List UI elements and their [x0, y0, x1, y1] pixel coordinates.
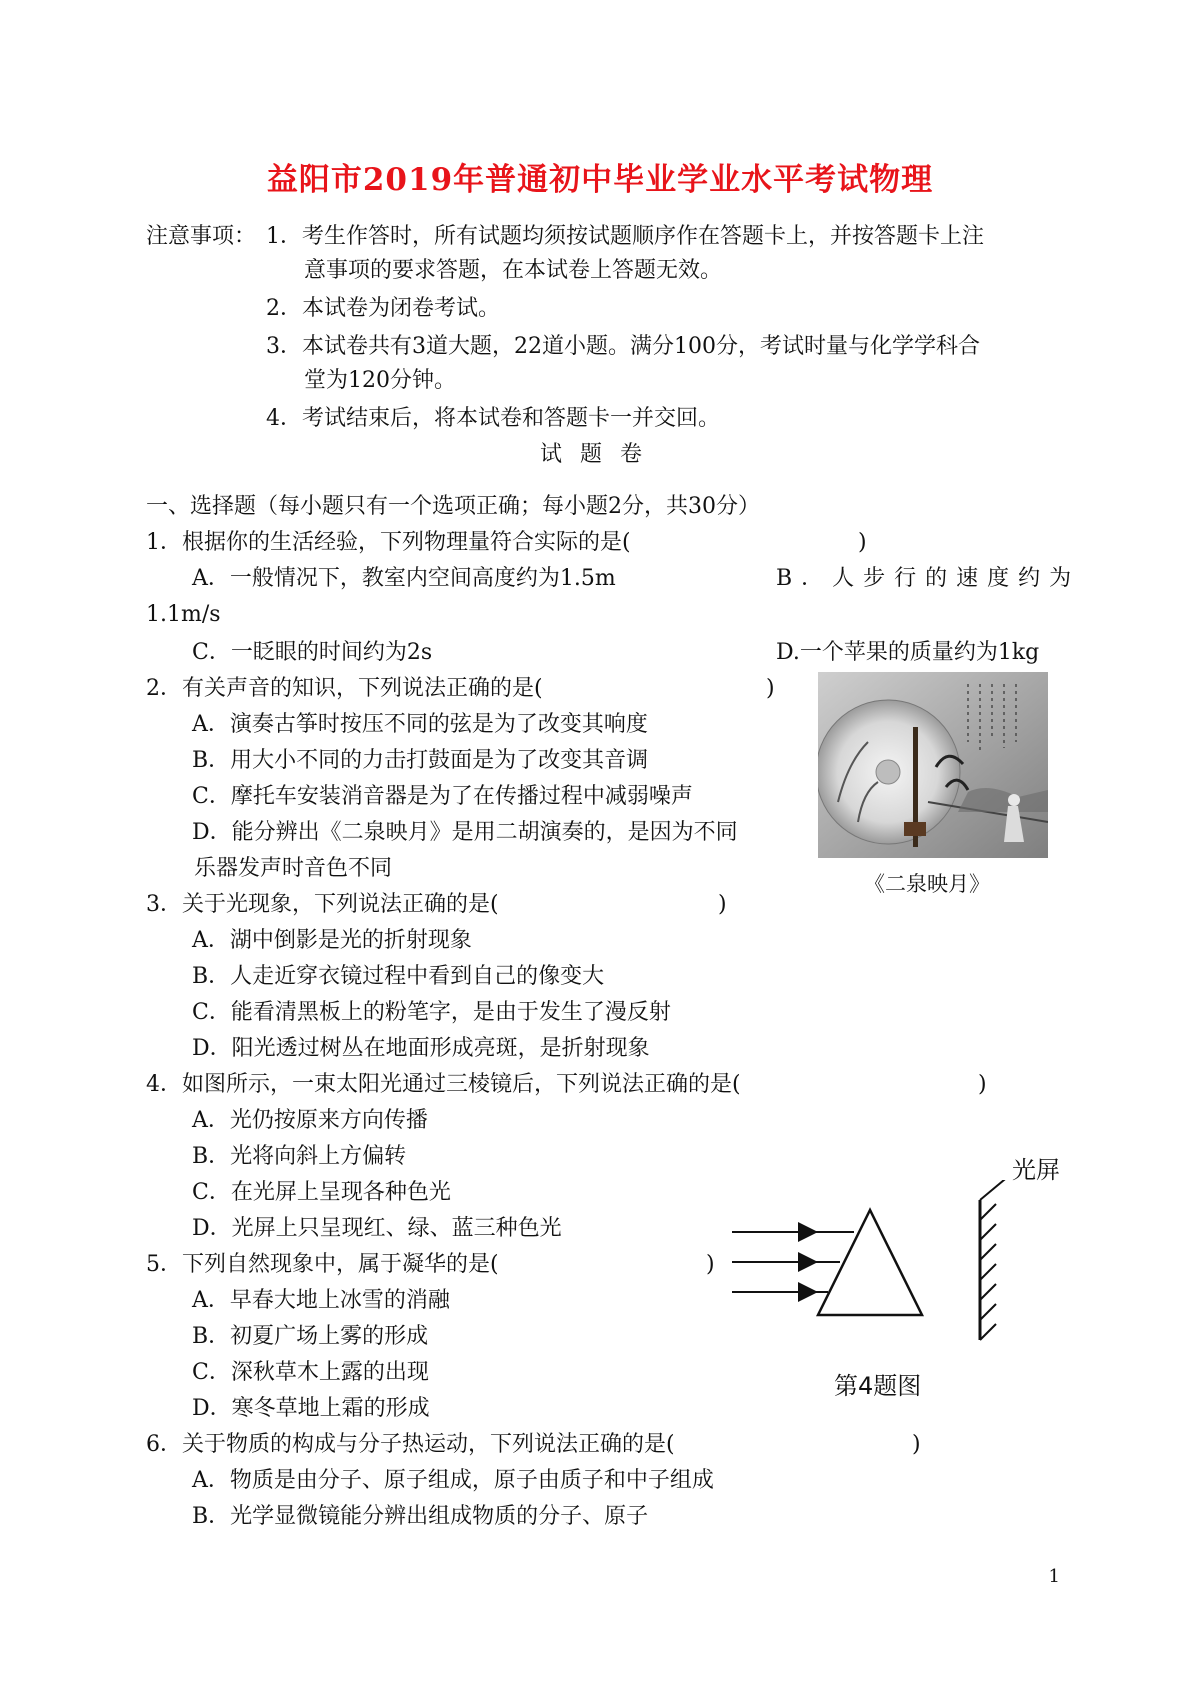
question-5-option-a: A．早春大地上冰雪的消融 — [192, 1288, 450, 1313]
note-4: 4．考试结束后，将本试卷和答题卡一并交回。 — [266, 406, 720, 431]
question-6-option-a: A．物质是由分子、原子组成，原子由质子和中子组成 — [192, 1468, 714, 1493]
question-2-option-d-line-1: D．能分辨出《二泉映月》是用二胡演奏的，是因为不同 — [192, 820, 738, 845]
question-2-option-d-line-2: 乐器发声时音色不同 — [194, 856, 393, 881]
question-1-paren: ) — [858, 530, 867, 555]
question-3-option-d: D．阳光透过树丛在地面形成亮斑，是折射现象 — [192, 1036, 650, 1061]
question-6-stem: 6．关于物质的构成与分子热运动，下列说法正确的是( — [146, 1432, 675, 1457]
question-1-option-d: D.一个苹果的质量约为1kg — [776, 640, 1040, 665]
note-3-line-1: 3．本试卷共有3道大题，22道小题。满分100分，考试时量与化学学科合 — [266, 334, 980, 359]
question-1-option-c: C．一眨眼的时间约为2s — [192, 640, 433, 665]
note-2: 2．本试卷为闭卷考试。 — [266, 296, 500, 321]
question-2-option-b: B．用大小不同的力击打鼓面是为了改变其音调 — [192, 748, 649, 773]
paper-heading: 试题卷 — [539, 442, 660, 467]
question-2-option-a: A．演奏古筝时按压不同的弦是为了改变其响度 — [192, 712, 648, 737]
note-1-line-2: 意事项的要求答题，在本试卷上答题无效。 — [304, 258, 723, 283]
question-5-stem: 5．下列自然现象中，属于凝华的是( — [146, 1252, 499, 1277]
question-1-option-b: B．人步行的速度约为 — [776, 566, 1081, 591]
question-3-paren: ) — [718, 892, 727, 917]
erquan-yingyue-image — [818, 672, 1048, 858]
question-4-paren: ) — [978, 1072, 987, 1097]
erquan-yingyue-caption: 《二泉映月》 — [864, 872, 990, 896]
question-1-option-b-tail: 1.1m/s — [146, 602, 221, 627]
question-5-option-c: C．深秋草木上露的出现 — [192, 1360, 429, 1385]
question-1-stem: 1．根据你的生活经验，下列物理量符合实际的是( — [146, 530, 631, 555]
page-number: 1 — [1048, 1566, 1060, 1587]
notes-label: 注意事项： — [146, 224, 257, 249]
question-3-option-c: C．能看清黑板上的粉笔字，是由于发生了漫反射 — [192, 1000, 671, 1025]
question-3-option-b: B．人走近穿衣镜过程中看到自己的像变大 — [192, 964, 605, 989]
prism-diagram — [730, 1180, 1070, 1350]
note-1-line-1: 1．考生作答时，所有试题均须按试题顺序作在答题卡上，并按答题卡上注 — [266, 224, 984, 249]
exam-title: 益阳市2019年普通初中毕业学业水平考试物理 — [266, 162, 934, 198]
note-3-line-2: 堂为120分钟。 — [304, 368, 456, 393]
question-4-option-b: B．光将向斜上方偏转 — [192, 1144, 407, 1169]
screen-label: 光屏 — [1012, 1156, 1060, 1184]
section-heading: 一、选择题（每小题只有一个选项正确；每小题2分，共30分） — [146, 494, 760, 519]
question-2-stem: 2．有关声音的知识，下列说法正确的是( — [146, 676, 543, 701]
question-1-option-a: A．一般情况下，教室内空间高度约为1.5m — [192, 566, 616, 591]
question-4-option-a: A．光仍按原来方向传播 — [192, 1108, 428, 1133]
question-6-paren: ) — [912, 1432, 921, 1457]
question-5-paren: ) — [706, 1252, 715, 1277]
question-5-option-b: B．初夏广场上雾的形成 — [192, 1324, 429, 1349]
question-6-option-b: B．光学显微镜能分辨出组成物质的分子、原子 — [192, 1504, 649, 1529]
question-5-option-d: D．寒冬草地上霜的形成 — [192, 1396, 430, 1421]
figure-4-caption: 第4题图 — [834, 1372, 922, 1400]
question-4-option-c: C．在光屏上呈现各种色光 — [192, 1180, 451, 1205]
question-3-stem: 3．关于光现象，下列说法正确的是( — [146, 892, 499, 917]
question-2-paren: ) — [766, 676, 775, 701]
question-4-option-d: D．光屏上只呈现红、绿、蓝三种色光 — [192, 1216, 562, 1241]
question-2-option-c: C．摩托车安装消音器是为了在传播过程中减弱噪声 — [192, 784, 693, 809]
question-3-option-a: A．湖中倒影是光的折射现象 — [192, 928, 472, 953]
question-4-stem: 4．如图所示，一束太阳光通过三棱镜后，下列说法正确的是( — [146, 1072, 741, 1097]
